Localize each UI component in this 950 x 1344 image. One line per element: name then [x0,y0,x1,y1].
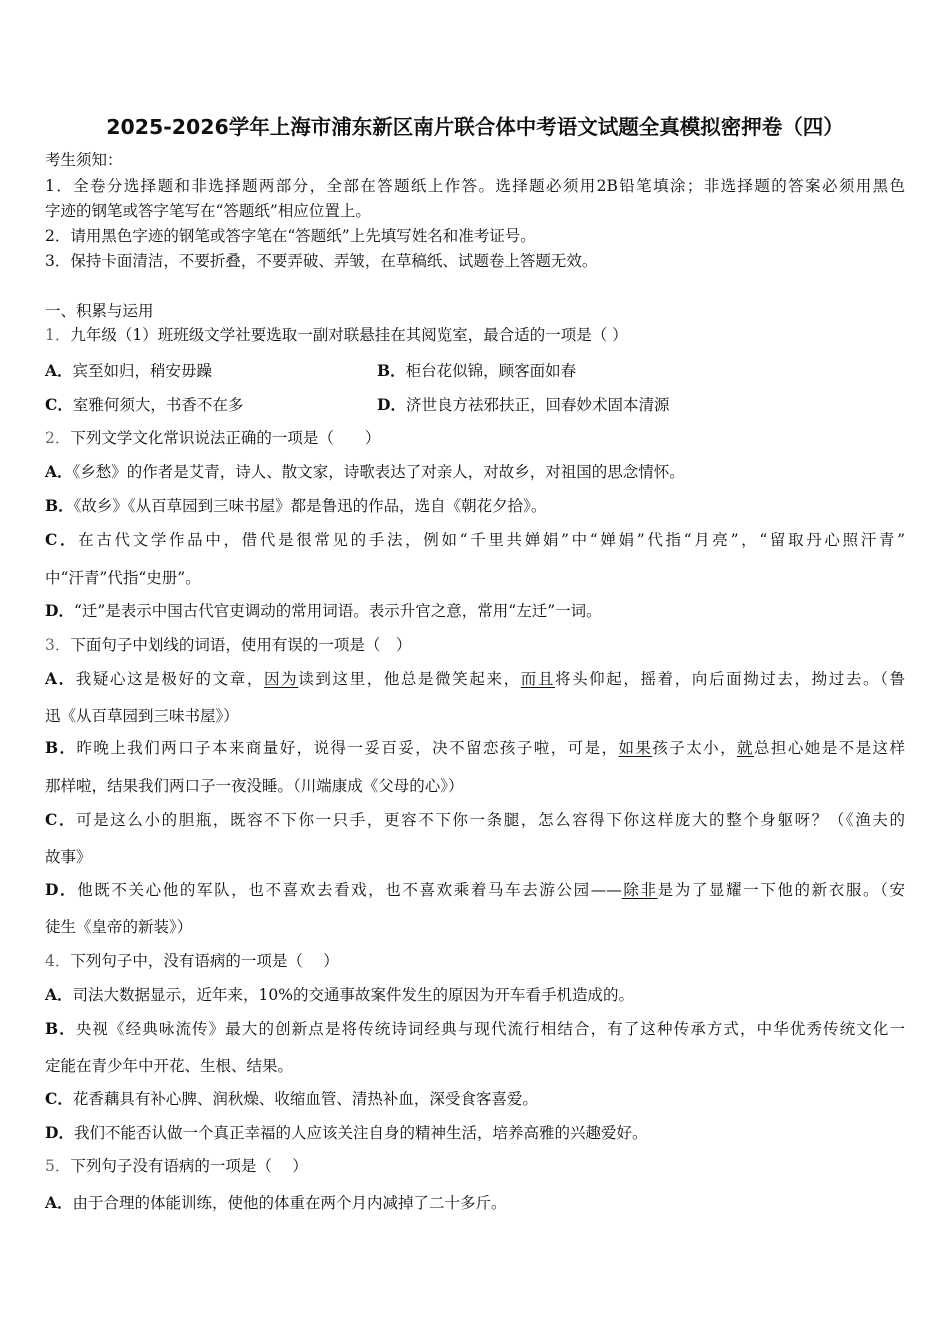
stem-line [45,428,380,448]
text: 在古代文学作品中，借代是很常见的手法，例如“千里共婵娟”中“婵娟”代指“月亮”，“留取丹心照汗青” [78,531,905,549]
text: 下列句子中，没有语病的一项是（ ） [70,952,339,970]
text: 2025-2026学年上海市浦东新区南片联合体中考语文试题全真模拟密押卷（四） [106,115,844,139]
notice-line [45,251,597,271]
underlined-word: 除非 [621,881,658,899]
text: “迁”是表示中国古代官吏调动的常用词语。表示升官之意，常用“左迁”一词。 [73,602,602,620]
question-number: 3． [45,636,71,654]
option-second-column [377,361,576,381]
text: 总担心她是不是这样 [753,739,905,757]
question-number: 4． [45,952,71,970]
option-row-line [45,395,670,415]
text: 由于合理的体能训练，使他的体重在两个月内减掉了二十多斤。 [72,1194,507,1212]
underlined-word: 如果 [618,739,653,757]
option-label: C． [45,530,79,549]
text: 我们不能否认做一个真正幸福的人应该关注自身的精神生活，培养高雅的兴趣爱好。 [73,1124,648,1142]
option-line [45,738,905,758]
option-second-column [377,395,669,415]
option-label: A． [45,462,73,481]
option-label: D． [377,395,406,414]
notice-line [45,226,536,246]
text: 央视《经典咏流传》最大的创新点是将传统诗词经典与现代流行相结合，有了这种传承方式，中华优秀传统文化一 [75,1020,905,1038]
option-label: B． [45,738,77,757]
text: 他既不关心他的军队，也不喜欢去看戏，也不喜欢乘着马车去游公园—— [77,881,622,899]
cont-line [45,568,201,588]
option-label: B． [377,361,406,380]
text: 3．保持卡面清洁，不要折叠，不要弄破、弄皱，在草稿纸、试题卷上答题无效。 [45,252,598,270]
question-number: 1． [45,326,71,344]
text: 孩子太小， [652,739,738,757]
text: 我疑心这是极好的文章， [75,670,265,688]
option-line [45,985,634,1005]
option-line [45,810,905,830]
text: 定能在青少年中开花、生根、结果。 [45,1057,294,1075]
option-line [45,601,602,621]
option-row-line [45,361,577,381]
text: 可是这么小的胆瓶，既容不下你一只手，更容不下你一条腿，怎么容得下你这样庞大的整个身躯呀？（《渔夫的 [76,811,905,829]
option-line [45,1089,538,1109]
option-label: C． [45,395,73,414]
option-label: D． [45,1123,74,1142]
option-line [45,1193,507,1213]
option-line [45,462,685,482]
text: 读到这里，他总是微笑起来， [298,670,521,688]
question-number: 5． [45,1157,71,1175]
question-number: 2． [45,429,71,447]
text: 一、积累与运用 [45,302,154,320]
option-label: A． [45,669,76,688]
text: 那样啦，结果我们两口子一夜没睡。（川端康成《父母的心》） [45,777,464,795]
notice-line [45,176,905,196]
text: 九年级（1）班班级文学社要选取一副对联悬挂在其阅览室，最合适的一项是（ ） [70,326,628,344]
text: 考生须知： [45,151,123,169]
text: 花香藕具有补心脾、润秋燥、收缩血管、清热补血，深受食客喜爱。 [72,1090,538,1108]
text: 《故乡》《从百草园到三味书屋》都是鲁迅的作品，选自《朝花夕拾》。 [73,497,547,515]
cont-line [45,706,239,726]
stem-line [45,1156,308,1176]
option-line [45,669,905,689]
cont-line [45,917,192,937]
text: 徒生《皇帝的新装》） [45,918,193,936]
notice-heading-line [45,150,123,170]
text: 柜台花似锦，顾客面如春 [405,362,577,380]
text: 下面句子中划线的词语，使用有误的一项是（ ） [70,636,412,654]
cont-line [45,847,92,867]
option-label: D． [45,880,78,899]
page-title [0,114,950,140]
cont-line [45,1056,293,1076]
text: 济世良方祛邪扶正，回春妙术固本清源 [405,396,670,414]
text: 1．全卷分选择题和非选择题两部分，全部在答题纸上作答。选择题必须用2B铅笔填涂；非选择题的答案必须用黑色 [45,177,905,195]
text: 《乡愁》的作者是艾青，诗人、散文家，诗歌表达了对亲人，对故乡，对祖国的思念情怀。 [72,463,685,481]
text: 室雅何须大，书香不在多 [72,396,244,414]
text: 是为了显耀一下他的新衣服。（安 [657,881,905,899]
text: 将头仰起，摇着，向后面拗过去，拗过去。（鲁 [554,670,905,688]
text: 宾至如归，稍安毋躁 [72,362,213,380]
option-line [45,530,905,550]
text: 昨晚上我们两口子本来商量好，说得一妥百妥，决不留恋孩子啦，可是， [76,739,619,757]
option-label: B． [45,1019,76,1038]
underlined-word: 就 [737,739,754,757]
text: 故事》 [45,848,92,866]
notice-line [45,201,371,221]
text: 下列文学文化常识说法正确的一项是（ ） [70,429,381,447]
option-label: A． [45,361,73,380]
stem-line [45,951,339,971]
text: 2．请用黑色字迹的钢笔或答字笔在“答题纸”上先填写姓名和准考证号。 [45,227,536,245]
option-label: C． [45,810,77,829]
section-line [45,301,154,321]
option-label: A． [45,1193,73,1212]
underlined-word: 因为 [264,670,299,688]
stem-line [45,635,411,655]
option-line [45,1123,647,1143]
option-line [45,496,546,516]
option-label: A． [45,985,73,1004]
option-label: B． [45,496,74,515]
option-line [45,880,905,900]
text: 字迹的钢笔或答字笔写在“答题纸”相应位置上。 [45,202,371,220]
cont-line [45,776,464,796]
text: 下列句子没有语病的一项是（ ） [70,1157,308,1175]
option-label: C． [45,1089,73,1108]
text: 中“汗青”代指“史册”。 [45,569,201,587]
option-label: D． [45,601,74,620]
stem-line [45,325,628,345]
text: 迅《从百草园到三味书屋》） [45,707,239,725]
underlined-word: 而且 [520,670,555,688]
option-line [45,1019,905,1039]
text: 司法大数据显示，近年来，10%的交通事故案件发生的原因为开车看手机造成的。 [72,986,634,1004]
